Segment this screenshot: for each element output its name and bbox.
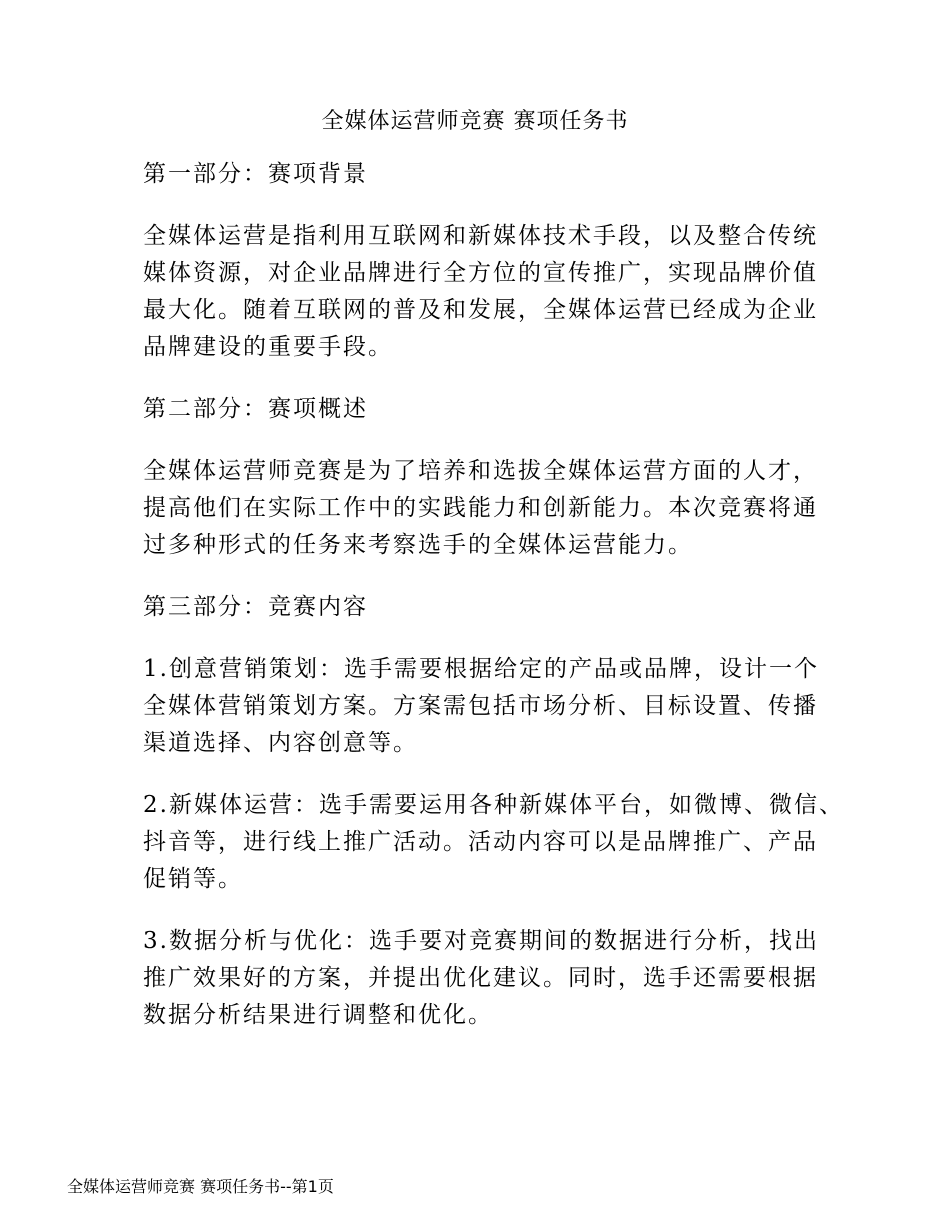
paragraph-line: 过多种形式的任务来考察选手的全媒体运营能力。 bbox=[143, 532, 693, 558]
paragraph-line: 全媒体运营是指利用互联网和新媒体技术手段，以及整合传统 bbox=[143, 223, 818, 249]
document-body bbox=[143, 156, 843, 1034]
paragraph-line: 推广效果好的方案，并提出优化建议。同时，选手还需要根据 bbox=[143, 965, 818, 991]
section-heading-background: 第一部分：赛项背景 bbox=[143, 161, 368, 187]
paragraph-line: 2.新媒体运营：选手需要运用各种新媒体平台，如微博、微信、 bbox=[143, 792, 844, 818]
paragraph-overview bbox=[143, 453, 843, 564]
list-item-new-media-operation bbox=[143, 787, 843, 898]
section-heading-content: 第三部分：竞赛内容 bbox=[143, 594, 368, 620]
paragraph-line: 全媒体营销策划方案。方案需包括市场分析、目标设置、传播 bbox=[143, 693, 818, 719]
paragraph-line: 品牌建设的重要手段。 bbox=[143, 334, 393, 360]
paragraph-line: 全媒体运营师竞赛是为了培养和选拔全媒体运营方面的人才， bbox=[143, 458, 818, 484]
list-item-creative-marketing bbox=[143, 651, 843, 762]
paragraph-line: 1.创意营销策划：选手需要根据给定的产品或品牌，设计一个 bbox=[143, 656, 819, 682]
page-footer: 全媒体运营师竞赛 赛项任务书--第1页 bbox=[67, 1177, 334, 1196]
document-title: 全媒体运营师竞赛 赛项任务书 bbox=[321, 109, 629, 134]
paragraph-line: 抖音等，进行线上推广活动。活动内容可以是品牌推广、产品 bbox=[143, 829, 818, 855]
paragraph-line: 促销等。 bbox=[143, 866, 243, 892]
paragraph-line: 最大化。随着互联网的普及和发展，全媒体运营已经成为企业 bbox=[143, 297, 818, 323]
list-item-data-analysis bbox=[143, 923, 843, 1034]
paragraph-line: 渠道选择、内容创意等。 bbox=[143, 730, 418, 756]
section-heading-overview: 第二部分：赛项概述 bbox=[143, 396, 368, 422]
paragraph-line: 3.数据分析与优化：选手要对竞赛期间的数据进行分析，找出 bbox=[143, 928, 819, 954]
paragraph-background bbox=[143, 218, 843, 366]
paragraph-line: 媒体资源，对企业品牌进行全方位的宣传推广，实现品牌价值 bbox=[143, 260, 818, 286]
paragraph-line: 提高他们在实际工作中的实践能力和创新能力。本次竞赛将通 bbox=[143, 495, 818, 521]
paragraph-line: 数据分析结果进行调整和优化。 bbox=[143, 1002, 493, 1028]
